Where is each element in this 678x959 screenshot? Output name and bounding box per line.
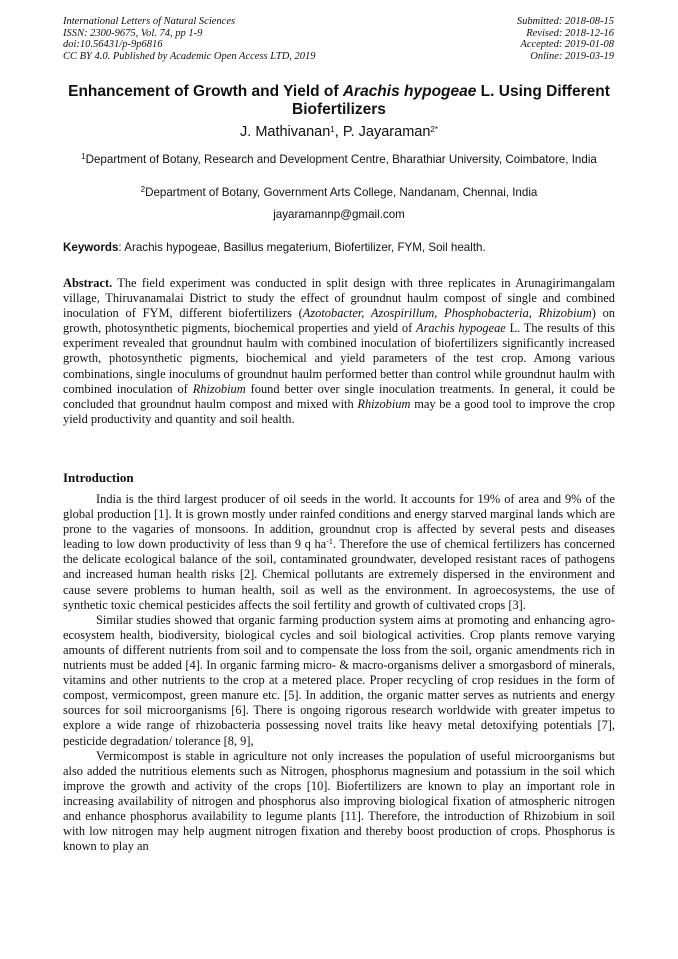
publication-dates — [517, 16, 614, 62]
journal-doi: doi:10.56431/p-9p6816 — [63, 39, 163, 50]
abstract-label: Abstract. — [63, 276, 113, 290]
section-heading-introduction: Introduction — [63, 470, 134, 485]
abstract: Abstract. The field experiment was conducted in split design with three replicates in Arunagirimangalam village, Thiruvanamalai District to study the effect of groundnut haulm compost of single and combined inoculation of FYM, different biofertilizers (Azotobacter, Azospirillum, Phosphobacteria, Rhizobium) on growth, photosynthetic pigments, biochemical properties and yield of Arachis hypogeae L. The results of this experiment revealed that groundnut haulm with combined inoculation of biofertilizers significantly increased growth, photosynthetic pigments, biochemical and yield parameters of the test crop. Among various combinations, single inoculums of groundnut haulm performed better than control while groundnut haulm with combined inoculation of Rhizobium found better over single inoculation treatments. In general, it could be concluded that groundnut haulm compost and mixed with Rhizobium may be a good tool to improve the crop yield productivity and quantity and soil health. — [63, 276, 616, 426]
journal-issn: ISSN: 2300-9675, Vol. 74, pp 1-9 — [63, 27, 203, 39]
keywords: Keywords: Arachis hypogeae, Basillus megaterium, Biofertilizer, FYM, Soil health. — [63, 241, 486, 254]
paragraph: Vermicompost is stable in agriculture not only increases the population of useful microorganisms but also added the nutritious elements such as Nitrogen, phosphorus magnesium and potassium in the soil which improve the growth and activity of the crops [10]. Biofertilizers are known to play an important role in increasing availability of nitrogen and phosphorus also improving biological fixation of atmospheric nitrogen and enhance phosphorus availability to legume plants [11]. Therefore, the introduction of Rhizobium in soil with low nitrogen may help augment nitrogen fixation and thereby boost production of crops. Phosphorus is known to play an — [63, 748, 615, 854]
date-online: Online: 2019-03-19 — [530, 50, 614, 62]
journal-info — [63, 16, 316, 62]
journal-license: CC BY 4.0. Published by Academic Open Access LTD, 2019 — [63, 50, 316, 62]
date-accepted: Accepted: 2019-01-08 — [520, 39, 614, 50]
paragraph: India is the third largest producer of oil seeds in the world. It accounts for 19% of area and 9% of the global production [1]. It is grown mostly under rainfed conditions and energy starved marginal lands which are prone to the vagaries of monsoons. In addition, groundnut crop is affected by several pests and diseases leading to low down productivity of less than 9 q $ha^{-1}$. Therefore the use of chemical fertilizers has concerned the delicate ecological balance of the soil, contaminated groundwater, developed resistant races of pathogens and increased human health risks [2]. Chemical pollutants are extremely dispersed in the environment and cause severe problems to human health, soil as well as the environment. In agroecosystems, the use of synthetic toxic chemical pesticides affects the soil fertility and growth of cultivated crops [3]. — [63, 492, 615, 612]
paper-title: Enhancement of Growth and Yield of Arachis hypogeae L. Using Different Biofertilizers — [68, 83, 610, 118]
corresponding-email: jayaramannp@gmail.com — [273, 208, 405, 221]
affiliation-2: $^2$Department of Botany, Government Arts College, Nandanam, Chennai, India — [140, 185, 538, 199]
author-name: J. Mathivanan — [240, 124, 331, 140]
introduction-body — [63, 492, 615, 854]
date-revised: Revised: 2018-12-16 — [526, 27, 614, 39]
title-species: Arachis hypogeae — [342, 83, 477, 100]
affiliation-1: $^1$Department of Botany, Research and Development Centre, Bharathiar University, Coimbatore, India — [81, 152, 597, 166]
date-submitted: Submitted: 2018-08-15 — [516, 16, 614, 27]
paragraph: Similar studies showed that organic farming production system aims at promoting and enhancing agro-ecosystem health, biodiversity, biological cycles and soil biological activities. Crop plants remove varying amounts of different nutrients from soil and to compensate the loss from the soil, organic amendments rich in nutrients must be added [4]. In organic farming micro- & macro-organisms deliver a smorgasbord of minerals, vitamins and other nutrients to the crop at a metered place. Proper recycling of crop residues in the form of compost, vermicompost, green manure etc. [5]. In addition, the organic matter serves as nutrients and energy sources for soil microorganisms [6]. There is ongoing rigorous research worldwide with greater impetus to explore a wide range of rhizobacteria possessing novel traits like heavy metal detoxifying potentials [7], pesticide degradation/ tolerance [8, 9], — [63, 612, 615, 748]
journal-name: International Letters of Natural Sciences — [63, 16, 236, 27]
author-name: P. Jayaraman — [342, 124, 431, 140]
keywords-label: Keywords — [63, 241, 119, 254]
author-list: J. Mathivanan$^1$, P. Jayaraman$^{2*}$ — [240, 124, 438, 140]
